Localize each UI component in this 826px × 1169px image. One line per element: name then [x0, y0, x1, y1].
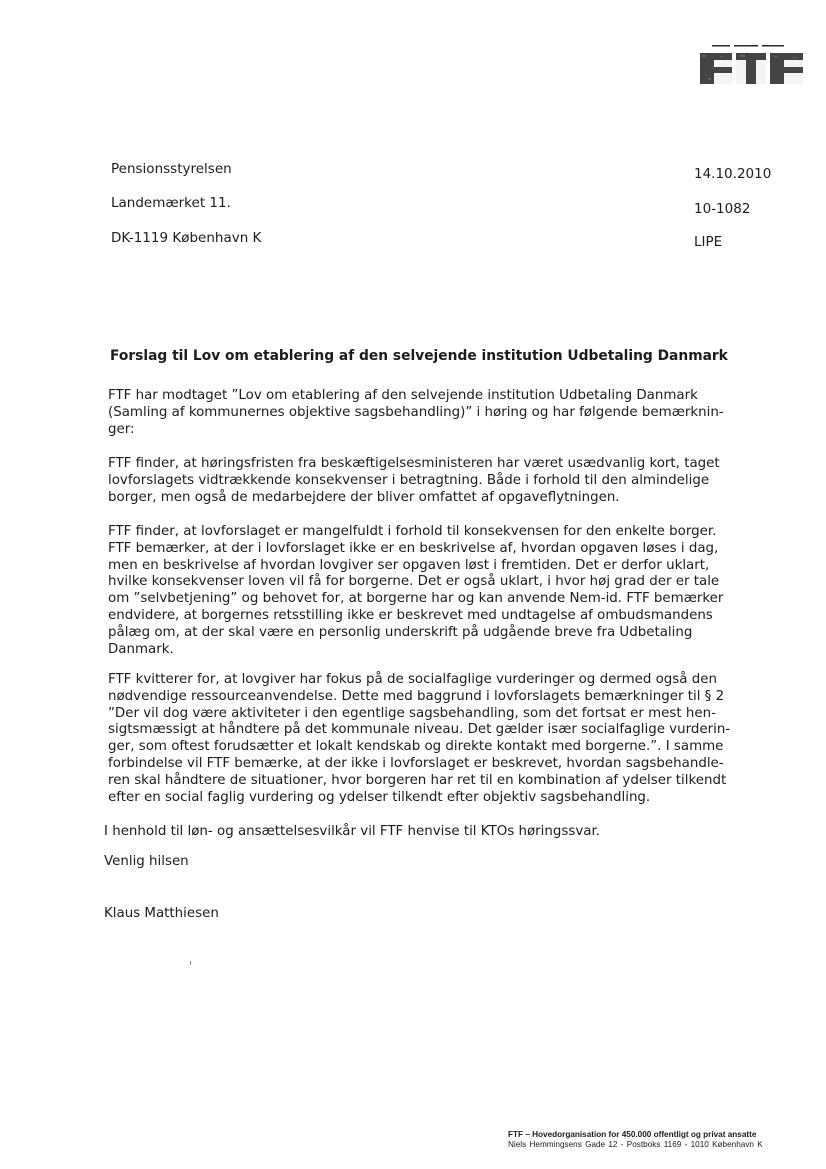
footer	[508, 1130, 763, 1150]
paragraph-line: ”Der vil dog være aktiviteter i den egentlige sagsbehandling, som det fortsat er mest hen-	[108, 705, 716, 721]
footer-address: Niels Hemmingsens Gade 12 - Postboks 1169 - 1010 København K	[508, 1140, 763, 1149]
recipient-street: Landemærket 11.	[111, 195, 231, 211]
paragraph-line: endvidere, at borgernes retsstilling ikke er beskrevet med undtagelse af ombudsmandens	[108, 607, 713, 623]
paragraph-line: nødvendige ressourceanvendelse. Dette med baggrund i lovforslagets bemærkninger til § 2	[108, 688, 725, 704]
paragraph-3	[108, 524, 724, 658]
signature-name: Klaus Matthiesen	[104, 906, 219, 921]
paragraph-line: ren skal håndtere de situationer, hvor borgeren har ret til en kombination af ydelser tilkendt	[108, 772, 727, 788]
paragraph-1	[108, 388, 724, 438]
footer-organisation: FTF – Hovedorganisation for 450.000 offentligt og privat ansatte	[508, 1130, 757, 1139]
paragraph-line: ger:	[108, 421, 135, 437]
paragraph-line: efter en social faglig vurdering og ydelser tilkendt efter objektiv sagsbehandling.	[108, 789, 651, 805]
closing-greeting: Venlig hilsen	[104, 854, 189, 869]
paragraph-line: men en beskrivelse af hvordan lovgiver ser opgaven løst i fremtiden. Det er derfor uklart,	[108, 557, 710, 573]
letter-date: 14.10.2010	[694, 166, 772, 182]
scan-speck	[190, 961, 191, 965]
recipient-name: Pensionsstyrelsen	[111, 161, 232, 177]
letter-subject: Forslag til Lov om etablering af den selvejende institution Udbetaling Danmark	[110, 348, 728, 364]
paragraph-2	[108, 456, 720, 506]
paragraph-line: pålæg om, at der skal være en personlig underskrift på udgående breve fra Udbetaling	[108, 624, 693, 640]
recipient-city: DK-1119 København K	[111, 230, 262, 246]
paragraph-4	[108, 672, 731, 806]
paragraph-line: FTF finder, at lovforslaget er mangelfuldt i forhold til konsekvensen for den enkelte borger.	[108, 524, 717, 539]
paragraph-line: FTF har modtaget ”Lov om etablering af den selvejende institution Udbetaling Danmark	[108, 388, 698, 403]
reference-number: 10-1082	[694, 201, 751, 217]
ftf-logo	[690, 44, 805, 86]
paragraph-line: sigtsmæssigt at håndtere på det kommunale niveau. Det gælder især socialfaglige vurderin-	[108, 722, 731, 738]
paragraph-line: (Samling af kommunernes objektive sagsbehandling)” i høring og har følgende bemærknin-	[108, 404, 724, 420]
paragraph-line: borger, men også de medarbejdere der bliver omfattet af opgaveflytningen.	[108, 489, 620, 505]
author-initials: LIPE	[694, 234, 723, 250]
paragraph-line: FTF bemærker, at der i lovforslaget ikke er en beskrivelse af, hvordan opgaven løses i dag,	[108, 540, 719, 556]
paragraph-line: forbindelse vil FTF bemærke, at der ikke i lovforslaget er beskrevet, hvordan sagsbehandle-	[108, 755, 724, 771]
paragraph-line: lovforslagets vidtrækkende konsekvenser i betragtning. Både i forhold til den almindelige	[108, 472, 710, 488]
paragraph-line: hvilke konsekvenser loven vil få for borgerne. Det er også uklart, i hvor høj grad der er tale	[108, 574, 720, 590]
paragraph-line: ger, som oftest forudsætter et lokalt kendskab og direkte kontakt med borgerne.”. I samme	[108, 739, 724, 755]
paragraph-line: FTF finder, at høringsfristen fra beskæftigelsesministeren har været usædvanlig kort, taget	[108, 456, 720, 471]
closing-remark: I henhold til løn- og ansættelsesvilkår vil FTF henvise til KTOs høringssvar.	[104, 824, 600, 839]
paragraph-line: FTF kvitterer for, at lovgiver har fokus på de socialfaglige vurderinger og dermed også den	[108, 672, 717, 687]
paragraph-line: Danmark.	[108, 641, 174, 657]
paragraph-line: om ”selvbetjening” og behovet for, at borgerne har og kan anvende Nem-id. FTF bemærker	[108, 591, 724, 607]
